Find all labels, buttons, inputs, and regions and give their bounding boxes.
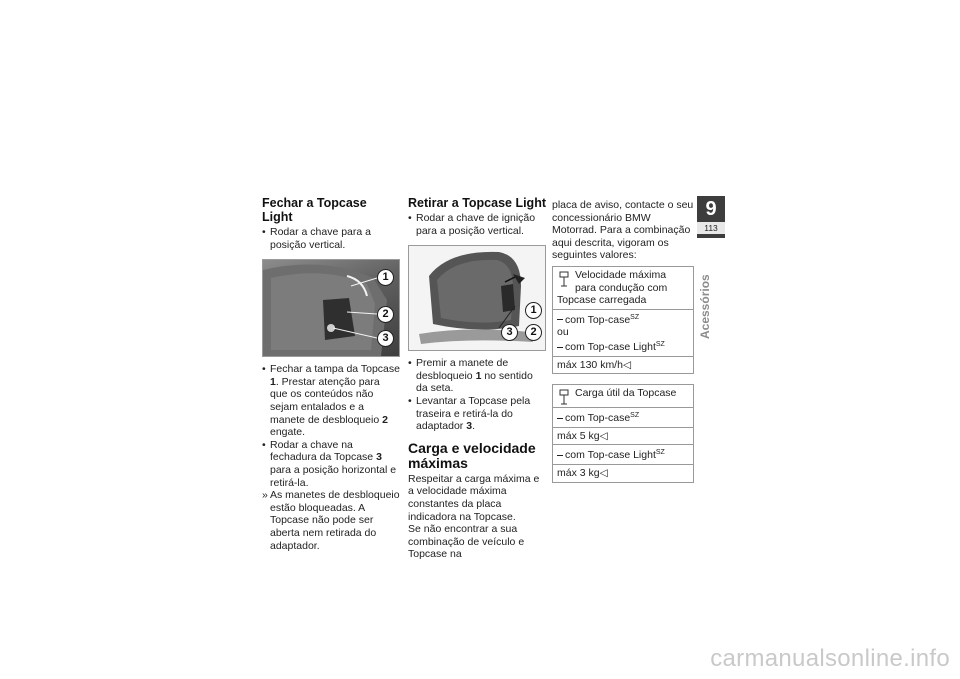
dash-icon: [557, 418, 563, 419]
max-speed-table: [552, 266, 694, 374]
column-close-topcase: [262, 196, 400, 552]
step-text: Rodar a chave na fechadura da Topcase: [270, 438, 377, 464]
paragraph: Respeitar a carga máxima e a velocidade máxima constantes da placa indicadora na Topcase.: [408, 472, 540, 523]
section-label: Acessórios: [698, 274, 712, 340]
callout-3: 3: [377, 330, 394, 347]
step-text: Premir a manete de desbloqueio: [416, 357, 509, 382]
heading-remove-topcase: Retirar a Topcase Light: [408, 196, 546, 210]
callout-2: 2: [377, 306, 394, 323]
callout-3: 3: [501, 324, 518, 341]
step-item: [408, 357, 546, 395]
topcase-closing-photo: [262, 259, 400, 357]
chapter-number: 9: [705, 198, 717, 220]
table-row: máx 5 kg◁: [553, 427, 693, 445]
step-item: [408, 395, 546, 433]
load-sign-icon: [559, 389, 569, 405]
table-row: [553, 407, 693, 427]
step-ref: 1: [270, 375, 276, 388]
watermark: carmanualsonline.info: [710, 645, 950, 672]
table-header-text: Carga útil da Topcase: [575, 387, 677, 400]
dash-icon: [557, 455, 563, 456]
dash-icon: [557, 319, 563, 320]
column-remove-topcase: [408, 196, 546, 561]
step-text: para a posição horizontal e retirá-la.: [270, 463, 397, 489]
or-text: ou: [557, 326, 569, 339]
topcase-removal-photo: [408, 245, 546, 351]
column-specs: [552, 199, 694, 483]
step-ref: 1: [475, 369, 482, 382]
step-text: . Prestar atenção para que os conteúdos não sejam entalados e a manete de desbloqueio: [270, 375, 383, 426]
step-ref: 2: [382, 413, 388, 426]
page-number: 113: [697, 222, 725, 234]
option-text: com Top-case: [565, 412, 631, 425]
paragraph: placa de aviso, contacte o seu concessionário BMW Motorrad. Para a combinação aqui descrita, vigoram os seguintes valores:: [552, 199, 694, 262]
payload-table: [552, 384, 694, 482]
option-marker: SZ: [630, 313, 640, 321]
step-ref: 3: [466, 420, 473, 433]
callout-2: 2: [525, 324, 542, 341]
table-header: [553, 267, 693, 309]
heading-close-topcase: Fechar a Topcase Light: [262, 196, 367, 224]
paragraph: Se não encontrar a sua combinação de veículo e Topcase na: [408, 523, 525, 561]
table-header-text: Velocidade máxima para condução com Topcase carregada: [557, 268, 668, 307]
step-item: [262, 439, 400, 489]
option-marker: SZ: [655, 449, 665, 457]
option-text: com Top-case Light: [565, 449, 656, 462]
step-item: • Rodar a chave para a posição vertical.: [262, 226, 400, 251]
dash-icon: [557, 347, 563, 348]
steps-list: [408, 212, 546, 237]
step-text: .: [472, 420, 475, 433]
table-row: [553, 309, 693, 356]
table-header: [553, 385, 693, 407]
step-text: Fechar a tampa da Topcase: [270, 363, 400, 376]
speed-sign-icon: [559, 271, 569, 287]
steps-list: [262, 226, 400, 251]
step-text: Levantar a Topcase pela traseira e retirá-la do adaptador: [416, 394, 531, 433]
option-marker: SZ: [655, 340, 665, 348]
option-text: com Top-case Light: [565, 340, 656, 353]
heading-max-load: Carga e velocidade máximas: [408, 439, 536, 471]
table-row: máx 130 km/h◁: [553, 356, 693, 374]
steps-list-2: [262, 363, 400, 552]
table-row: [553, 444, 693, 464]
callout-1: 1: [377, 269, 394, 286]
option-text: com Top-case: [565, 313, 631, 326]
step-text: no sentido da seta.: [416, 369, 533, 395]
step-text: engate.: [270, 426, 306, 439]
callout-1: 1: [525, 302, 542, 319]
table-row: máx 3 kg◁: [553, 464, 693, 482]
steps-list-2: [408, 357, 546, 433]
result-item: » As manetes de desbloqueio estão bloqueadas. A Topcase não pode ser aberta nem retirada do adaptador.: [262, 489, 400, 552]
step-item: • Rodar a chave de ignição para a posição vertical.: [408, 212, 546, 237]
step-item: [262, 363, 400, 439]
chapter-tab: [697, 196, 725, 238]
option-marker: SZ: [630, 412, 640, 420]
step-ref: 3: [376, 451, 382, 464]
